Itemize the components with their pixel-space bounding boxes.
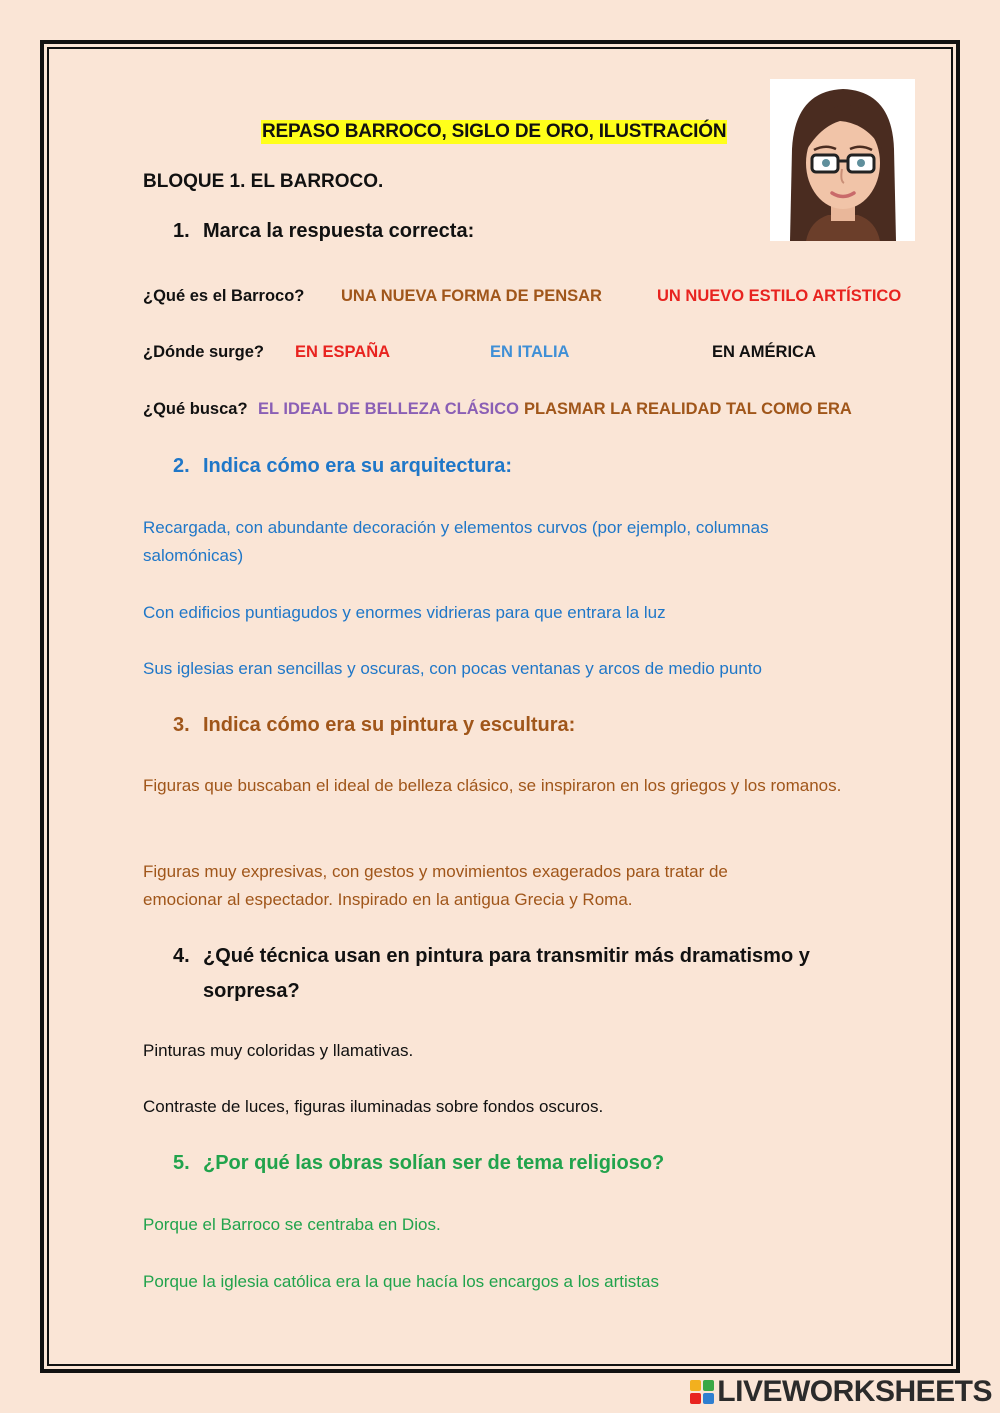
question-4-text-line1: ¿Qué técnica usan en pintura para transmitir más dramatismo y [203,945,810,967]
question-5 [173,1152,664,1175]
q2-answer-1[interactable]: Recargada, con abundante decoración y elementos curvos (por ejemplo, columnas salomónicas) [143,518,769,565]
question-2-number: 2. [173,455,190,477]
q1-row2-option-2[interactable]: EN ITALIA [490,343,570,361]
question-1 [173,220,474,243]
q5-answer-1[interactable]: Porque el Barroco se centraba en Dios. [143,1215,441,1234]
question-4-number: 4. [173,945,190,967]
avatar-illustration [770,79,915,241]
q1-row3-option-1[interactable]: EL IDEAL DE BELLEZA CLÁSICO [258,400,519,418]
q1-row1-question: ¿Qué es el Barroco? [143,287,305,305]
question-3-text: Indica cómo era su pintura y escultura: [203,714,576,736]
q1-row3-question: ¿Qué busca? [143,400,248,418]
question-5-text: ¿Por qué las obras solían ser de tema religioso? [203,1152,665,1174]
q1-row1-option-1[interactable]: UNA NUEVA FORMA DE PENSAR [341,287,602,305]
q1-row2-question: ¿Dónde surge? [143,343,265,361]
question-1-text: Marca la respuesta correcta: [203,220,475,242]
question-1-number: 1. [173,220,190,242]
worksheet-title: REPASO BARROCO, SIGLO DE ORO, ILUSTRACIÓN [262,121,727,142]
q4-answer-2[interactable]: Contraste de luces, figuras iluminadas sobre fondos oscuros. [143,1097,604,1116]
question-4-text-line2: sorpresa? [203,980,300,1002]
q2-answer-2[interactable]: Con edificios puntiagudos y enormes vidrieras para que entrara la luz [143,603,666,622]
teacher-avatar [770,79,915,241]
q2-answer-3[interactable]: Sus iglesias eran sencillas y oscuras, con pocas ventanas y arcos de medio punto [143,659,762,678]
question-2 [173,455,512,478]
question-5-number: 5. [173,1152,190,1174]
question-4 [173,945,810,968]
q3-answer-1[interactable]: Figuras que buscaban el ideal de belleza clásico, se inspiraron en los griegos y los romanos. [143,776,842,795]
question-3-number: 3. [173,714,190,736]
q3-answer-2[interactable]: Figuras muy expresivas, con gestos y movimientos exagerados para tratar de emocionar al espectador. Inspirado en la antigua Grecia y Roma. [143,862,728,909]
question-3 [173,714,575,737]
q1-row2-option-1[interactable]: EN ESPAÑA [295,343,391,361]
q1-row2-option-3[interactable]: EN AMÉRICA [712,343,816,361]
question-2-text: Indica cómo era su arquitectura: [203,455,512,477]
q4-answer-1[interactable]: Pinturas muy coloridas y llamativas. [143,1041,414,1060]
block-heading: BLOQUE 1. EL BARROCO. [143,171,384,192]
liveworksheets-logo[interactable] [690,1375,992,1409]
q5-answer-2[interactable]: Porque la iglesia católica era la que hacía los encargos a los artistas [143,1272,659,1291]
brand-name: LIVEWORKSHEETS [717,1375,992,1408]
q1-row1-option-2[interactable]: UN NUEVO ESTILO ARTÍSTICO [657,287,902,305]
q1-row3-option-2[interactable]: PLASMAR LA REALIDAD TAL COMO ERA [524,400,852,418]
liveworksheets-logo-icon [690,1380,714,1404]
